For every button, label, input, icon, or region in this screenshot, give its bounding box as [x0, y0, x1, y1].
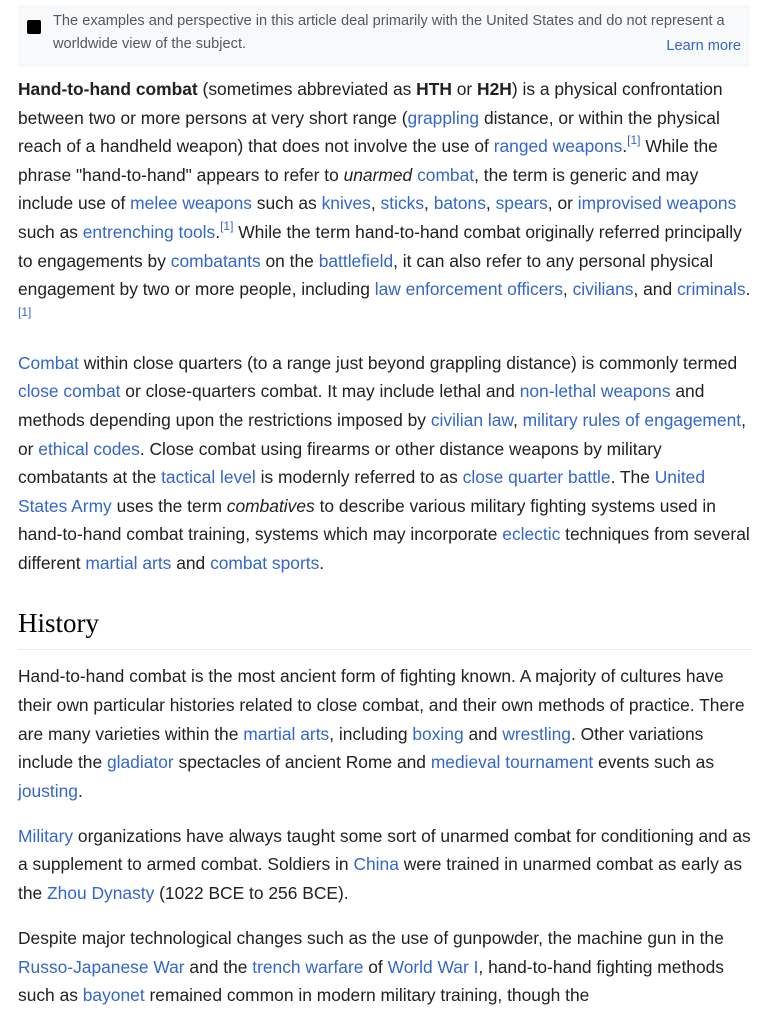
italic-text: combatives	[226, 495, 315, 516]
text: . Close combat using firearms or other distance weapons by military combatants at the	[18, 438, 662, 488]
link-improvised-weapons[interactable]: improvised weapons	[577, 193, 737, 214]
text: .	[215, 221, 221, 242]
text: , hand-to-hand fighting methods such as	[18, 956, 724, 1006]
text: , or	[547, 193, 578, 214]
link-combat-sports[interactable]: combat sports	[210, 552, 320, 573]
italic-text: unarmed	[343, 164, 413, 185]
paragraph-history-3	[18, 924, 752, 1010]
learn-more-link[interactable]: Learn more	[666, 38, 741, 54]
text: .	[622, 136, 628, 157]
link-combat[interactable]: combat	[417, 164, 475, 185]
text: organizations have always taught some sort of unarmed combat for conditioning and as a supplement to armed combat. Soldiers in	[18, 825, 751, 875]
notice-box	[18, 5, 750, 67]
link-martial-arts[interactable]: martial arts	[85, 552, 172, 573]
link-wrestling[interactable]: wrestling	[502, 723, 571, 744]
link-military-rules-of-engagement[interactable]: military rules of engagement	[522, 409, 742, 430]
abbr-bold: H2H	[477, 79, 512, 99]
link-spears[interactable]: spears	[495, 193, 548, 214]
text: distance, or within the physical reach of a handheld weapon) that does not involve the use of	[18, 107, 720, 157]
text: techniques from several different	[18, 524, 750, 573]
text: and	[171, 552, 211, 573]
text: ) is a physical confrontation between two or more persons at very short range (	[18, 79, 723, 128]
text: or close-quarters combat. It may include lethal and	[120, 381, 520, 402]
link-boxing[interactable]: boxing	[412, 723, 464, 744]
link-sticks[interactable]: sticks	[380, 193, 425, 214]
notice-text: The examples and perspective in this article deal primarily with the United States and do not represent a worldwide view of the subject.	[53, 13, 725, 52]
text: such as	[18, 221, 83, 242]
link-battlefield[interactable]: battlefield	[318, 250, 394, 271]
reference-link[interactable]: [1]	[220, 218, 234, 233]
text: on the	[260, 250, 319, 271]
text: .	[745, 279, 751, 300]
link-criminals[interactable]: criminals	[676, 279, 746, 300]
link-eclectic[interactable]: eclectic	[502, 524, 561, 545]
text: Despite major technological changes such as the use of gunpowder, the machine gun in the	[18, 928, 724, 949]
section-heading-history: History	[18, 605, 752, 650]
text: .	[319, 552, 325, 573]
text: , or	[18, 409, 746, 459]
link-entrenching-tools[interactable]: entrenching tools	[82, 221, 216, 242]
link-close-combat[interactable]: close combat	[18, 381, 121, 402]
text: .	[77, 780, 83, 801]
text: is modernly referred to as	[255, 467, 463, 488]
link-military[interactable]: Military	[18, 825, 74, 846]
link-martial-arts[interactable]: martial arts	[243, 723, 330, 744]
link-civilian-law[interactable]: civilian law	[430, 409, 513, 430]
reference-link[interactable]: [1]	[18, 304, 32, 319]
article-content	[18, 75, 752, 1026]
text: to describe various military fighting systems used in hand-to-hand combat training, systems which may incorporate	[18, 495, 716, 545]
text: Hand-to-hand combat is the most ancient form of fighting known. A majority of cultures have their own particular histories related to close combat, and their own methods of practice. There are many varieties within the	[18, 666, 745, 744]
text: While the phrase "hand-to-hand" appears to refer to	[18, 136, 718, 185]
link-combat[interactable]: Combat	[18, 352, 79, 373]
link-russo-japanese-war[interactable]: Russo-Japanese War	[18, 956, 185, 977]
term-bold: Hand-to-hand combat	[18, 79, 198, 99]
text: (1022 BCE to 256 BCE).	[154, 883, 349, 904]
link-medieval-tournament[interactable]: medieval tournament	[430, 752, 594, 773]
text: ,	[562, 279, 573, 300]
text: and	[463, 723, 503, 744]
link-combatants[interactable]: combatants	[170, 250, 261, 271]
text: , the term is generic and may include use of	[18, 164, 699, 214]
text: uses the term	[111, 495, 227, 516]
globe-icon	[27, 20, 41, 34]
text: ,	[485, 193, 496, 214]
text: within close quarters (to a range just beyond grappling distance) is commonly termed	[78, 352, 738, 373]
link-batons[interactable]: batons	[433, 193, 486, 214]
link-ranged-weapons[interactable]: ranged weapons	[493, 136, 623, 157]
link-bayonet[interactable]: bayonet	[82, 985, 145, 1006]
text: ,	[370, 193, 381, 214]
link-trench-warfare[interactable]: trench warfare	[252, 956, 364, 977]
text: , including	[329, 723, 413, 744]
link-zhou-dynasty[interactable]: Zhou Dynasty	[47, 883, 155, 904]
text: ,	[424, 193, 434, 214]
text: were trained in unarmed combat as early as the	[18, 854, 743, 904]
text: such as	[251, 193, 322, 214]
link-ethical-codes[interactable]: ethical codes	[38, 438, 140, 459]
text: . Other variations include the	[18, 723, 704, 773]
reference-link[interactable]: [1]	[627, 133, 641, 148]
link-china[interactable]: China	[353, 854, 399, 875]
paragraph-close-combat	[18, 349, 752, 578]
text: , and	[633, 279, 677, 300]
text: and methods depending upon the restrictions imposed by	[18, 381, 705, 430]
text: remained common in modern military training, though the	[144, 985, 590, 1006]
link-gladiator[interactable]: gladiator	[106, 752, 174, 773]
abbr-bold: HTH	[416, 79, 452, 99]
link-world-war-i[interactable]: World War I	[387, 956, 479, 977]
link-civilians[interactable]: civilians	[572, 279, 634, 300]
paragraph-history-1	[18, 662, 752, 805]
text: While the term hand-to-hand combat originally referred principally to engagements by	[18, 221, 742, 271]
text: (sometimes abbreviated as	[197, 79, 417, 99]
text: events such as	[593, 752, 715, 773]
link-non-lethal-weapons[interactable]: non-lethal weapons	[519, 381, 671, 402]
text: of	[363, 956, 388, 977]
link-united-states-army[interactable]: United States Army	[18, 467, 705, 516]
text: , it can also refer to any personal physical engagement by two or more people, including	[18, 250, 714, 300]
text: spectacles of ancient Rome and	[173, 752, 431, 773]
link-close-quarter-battle[interactable]: close quarter battle	[462, 467, 611, 488]
link-jousting[interactable]: jousting	[18, 780, 78, 801]
link-grappling[interactable]: grappling	[407, 107, 480, 128]
text: or	[451, 79, 478, 99]
text: and the	[184, 956, 253, 977]
link-melee-weapons[interactable]: melee weapons	[130, 193, 252, 214]
link-knives[interactable]: knives	[321, 193, 371, 214]
link-tactical-level[interactable]: tactical level	[161, 467, 256, 488]
text: ,	[512, 409, 523, 430]
text: . The	[610, 467, 655, 488]
paragraph-history-2	[18, 822, 752, 908]
link-law-enforcement-officers[interactable]: law enforcement officers	[374, 279, 563, 300]
paragraph-intro	[18, 75, 752, 332]
